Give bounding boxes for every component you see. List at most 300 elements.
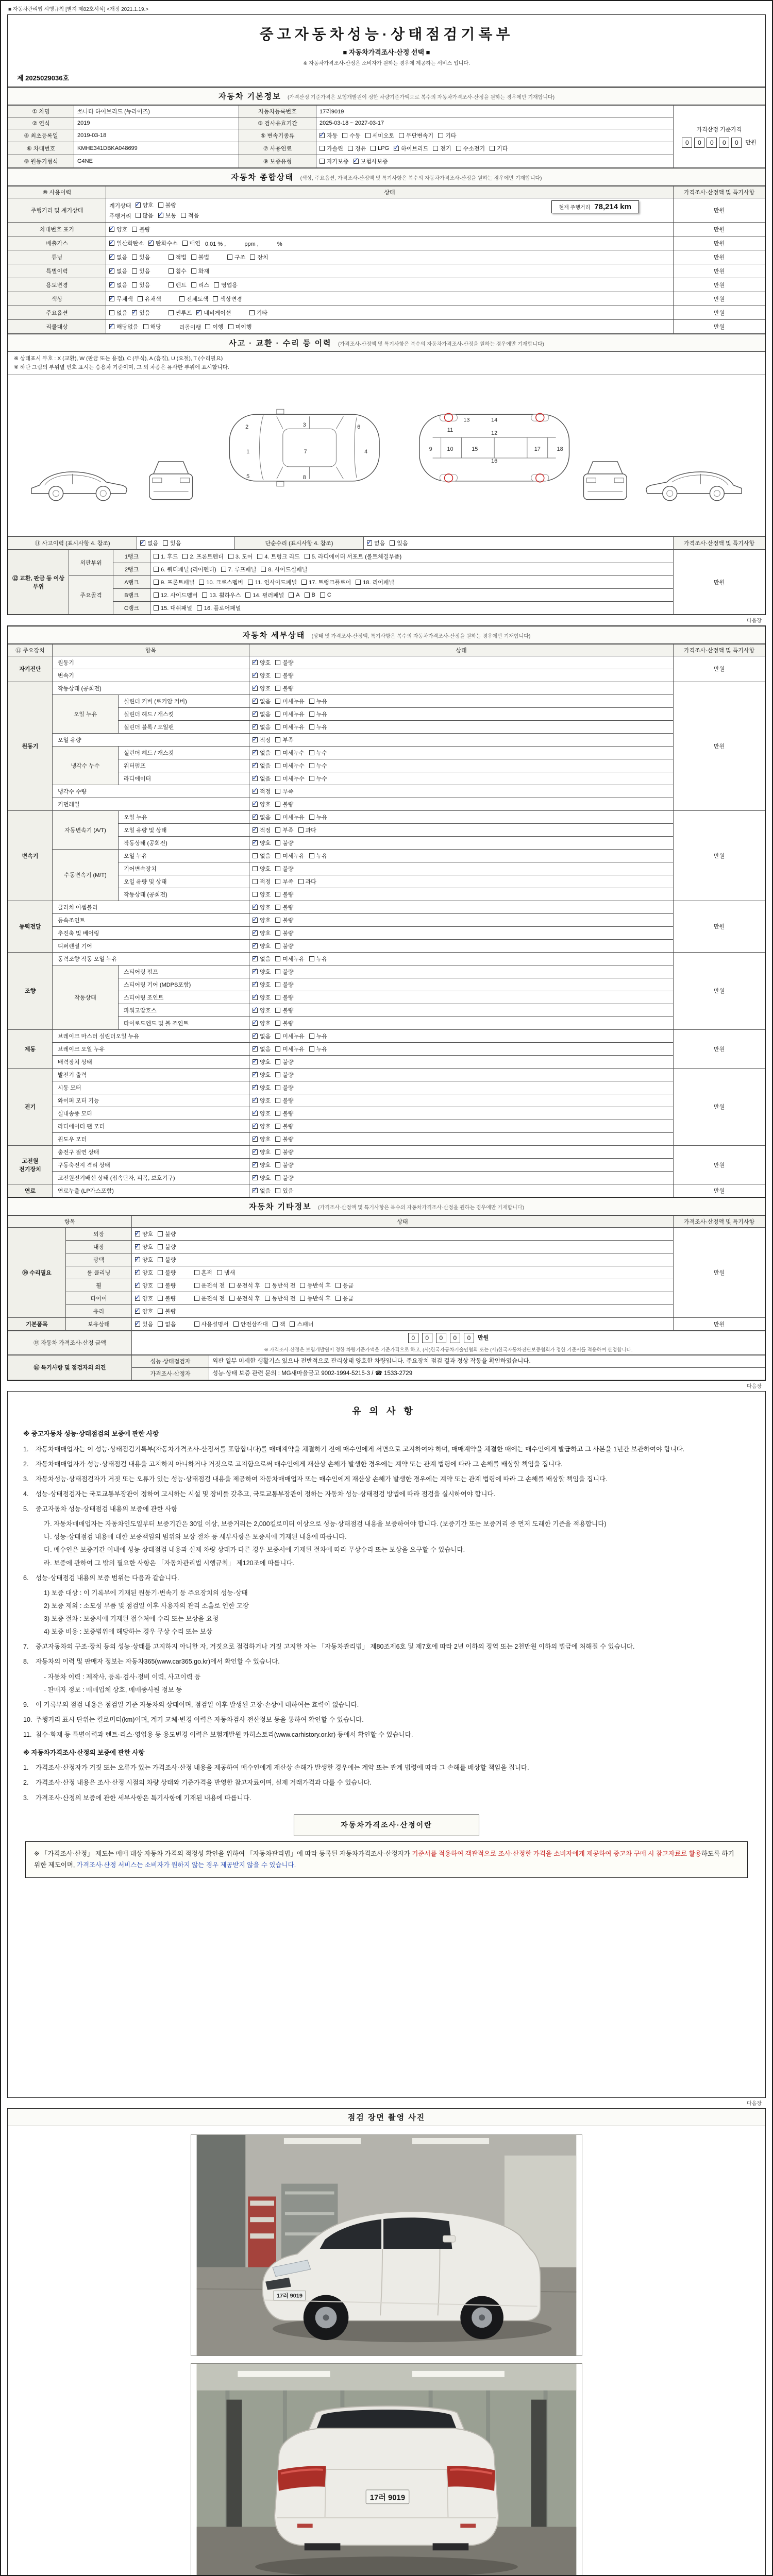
notice-item-number: 10. bbox=[23, 1716, 32, 1723]
checkbox-label: 일산화탄소 bbox=[116, 241, 144, 247]
checkbox-option[interactable] bbox=[365, 131, 395, 140]
checkbox-option[interactable] bbox=[275, 980, 293, 989]
checkbox-option[interactable] bbox=[158, 201, 176, 209]
checkbox-option[interactable] bbox=[305, 552, 401, 561]
checkbox-option[interactable] bbox=[253, 1045, 271, 1053]
checkbox-option[interactable] bbox=[169, 267, 187, 275]
checkbox-box-icon bbox=[194, 1296, 199, 1301]
notice-item-text: 자동차매매업자는 이 성능·상태점검기록부(자동차가격조사·산정서를 포함합니다)를 매매계약을 체결하기 전에 매수인에게 서면으로 고지하여야 하며, 매매계약을 체결한 때에는 매수인에게 발급하고 그 사본을 1년간 보관하여야 합니다. bbox=[36, 1445, 685, 1453]
checkbox-option[interactable] bbox=[275, 826, 293, 834]
checkbox-option[interactable] bbox=[275, 1096, 293, 1105]
checkbox-option[interactable] bbox=[135, 1320, 153, 1328]
checkbox-option[interactable] bbox=[135, 1256, 153, 1264]
checkbox-option[interactable] bbox=[194, 1320, 229, 1328]
checkbox-option[interactable] bbox=[275, 1122, 293, 1130]
checkbox-label: 자동 bbox=[327, 133, 338, 139]
checkbox-option[interactable] bbox=[138, 295, 161, 303]
checkbox-option[interactable] bbox=[132, 253, 150, 261]
checkbox-label: 불량 bbox=[282, 1097, 294, 1104]
checkbox-option[interactable] bbox=[233, 1320, 268, 1328]
checkbox-option[interactable] bbox=[253, 865, 271, 873]
notice-item-number: 3. bbox=[23, 1794, 29, 1802]
checkbox-option[interactable] bbox=[309, 710, 327, 718]
checkbox-option[interactable] bbox=[253, 710, 271, 718]
checkbox-option[interactable] bbox=[275, 852, 305, 860]
checkbox-option[interactable] bbox=[438, 131, 456, 140]
checkbox-option[interactable] bbox=[109, 323, 139, 331]
checkbox-option[interactable] bbox=[456, 144, 485, 152]
checkbox-option[interactable] bbox=[158, 1320, 176, 1328]
checkbox-option[interactable] bbox=[261, 565, 307, 573]
checkbox-option[interactable] bbox=[253, 1148, 271, 1156]
checkbox-option[interactable] bbox=[265, 1281, 296, 1290]
checkbox-option[interactable] bbox=[275, 736, 293, 744]
checkbox-option[interactable] bbox=[275, 671, 293, 680]
checkbox-option[interactable] bbox=[253, 1006, 271, 1014]
checkbox-option[interactable] bbox=[275, 813, 305, 821]
section-detail-info bbox=[7, 625, 766, 1381]
checkbox-option[interactable] bbox=[135, 1307, 153, 1315]
item-label: 스티어링 펌프 bbox=[119, 965, 249, 978]
checkbox-option[interactable] bbox=[181, 211, 199, 219]
checkbox-option[interactable] bbox=[169, 309, 192, 317]
checkbox-option[interactable] bbox=[109, 295, 133, 303]
checkbox-option[interactable] bbox=[275, 710, 305, 718]
checkbox-option[interactable] bbox=[253, 916, 271, 924]
checkbox-option[interactable] bbox=[275, 1187, 293, 1195]
checkbox-box-icon bbox=[309, 724, 314, 730]
checkbox-label: 잭 bbox=[279, 1321, 285, 1328]
usage-row-state bbox=[106, 320, 674, 334]
checkbox-option[interactable] bbox=[253, 813, 271, 821]
photo-area bbox=[8, 2126, 765, 2576]
checkbox-option[interactable] bbox=[205, 323, 223, 331]
field-value bbox=[316, 155, 674, 168]
checkbox-option[interactable] bbox=[253, 1083, 271, 1092]
checkbox-option[interactable] bbox=[191, 267, 209, 275]
checkbox-box-icon bbox=[275, 1162, 280, 1167]
checkbox-option[interactable] bbox=[253, 736, 271, 744]
checkbox-option[interactable] bbox=[275, 1032, 305, 1040]
checkbox-option[interactable] bbox=[309, 761, 327, 770]
checkbox-option[interactable] bbox=[132, 281, 150, 289]
checkbox-box-icon bbox=[217, 1270, 222, 1275]
checkbox-option[interactable] bbox=[253, 839, 271, 847]
checkbox-option[interactable] bbox=[213, 295, 242, 303]
basic-info-table bbox=[8, 105, 765, 168]
checkbox-option[interactable] bbox=[253, 1032, 271, 1040]
checkbox-option[interactable] bbox=[298, 877, 316, 886]
checkbox-option[interactable] bbox=[309, 774, 327, 783]
checkbox-label: 미세누유 bbox=[282, 1046, 305, 1053]
checkbox-option[interactable] bbox=[275, 749, 305, 757]
item-state bbox=[249, 888, 674, 901]
checkbox-option[interactable] bbox=[390, 539, 408, 547]
checkbox-box-icon bbox=[309, 711, 314, 717]
checkbox-option[interactable] bbox=[320, 592, 331, 598]
item-label: 외장 bbox=[66, 1227, 132, 1240]
checkbox-option[interactable] bbox=[228, 323, 252, 331]
diagram-number: 14 bbox=[491, 416, 498, 423]
checkbox-option[interactable] bbox=[158, 1243, 176, 1251]
checkbox-option[interactable] bbox=[265, 1294, 296, 1302]
checkbox-option[interactable] bbox=[367, 539, 385, 547]
checkbox-label: 양호 bbox=[260, 1097, 271, 1104]
checkbox-option[interactable] bbox=[253, 1187, 271, 1195]
checkbox-option[interactable] bbox=[275, 800, 293, 808]
inline-label: 0.01 % , ppm , % bbox=[205, 241, 282, 247]
checkbox-option[interactable] bbox=[109, 253, 127, 261]
checkbox-option[interactable] bbox=[158, 1294, 176, 1302]
checkbox-option[interactable] bbox=[135, 1281, 153, 1290]
checkbox-option[interactable] bbox=[275, 955, 305, 963]
price-cell: 만원 bbox=[674, 1317, 765, 1330]
col-state: 상태 bbox=[132, 1215, 674, 1227]
checkbox-box-icon bbox=[109, 268, 114, 274]
checkbox-label: 부족 bbox=[282, 878, 294, 885]
checkbox-option[interactable] bbox=[214, 281, 238, 289]
checkbox-option[interactable] bbox=[148, 239, 178, 247]
checkbox-option[interactable] bbox=[275, 929, 293, 937]
price-cell: 만원 bbox=[674, 236, 765, 250]
checkbox-option[interactable] bbox=[253, 1109, 271, 1117]
checkbox-option[interactable] bbox=[143, 323, 161, 331]
item-label: 오일 누유 bbox=[119, 810, 249, 823]
checkbox-option[interactable] bbox=[191, 281, 209, 289]
checkbox-label: 유채색 bbox=[144, 296, 161, 302]
checkbox-box-icon bbox=[257, 554, 262, 559]
checkbox-label: 없음 bbox=[116, 268, 128, 275]
checkbox-option[interactable] bbox=[309, 723, 327, 731]
checkbox-option[interactable] bbox=[253, 684, 271, 692]
item-state bbox=[249, 1107, 674, 1120]
checkbox-option[interactable] bbox=[253, 890, 271, 899]
checkbox-box-icon bbox=[194, 1321, 199, 1327]
odometer-value: 78,214 km bbox=[594, 202, 631, 211]
item-state bbox=[249, 1158, 674, 1171]
checkbox-option[interactable] bbox=[248, 578, 297, 586]
accident-history-state bbox=[137, 536, 235, 549]
checkbox-option[interactable] bbox=[179, 295, 209, 303]
checkbox-option[interactable] bbox=[221, 565, 257, 573]
checkbox-option[interactable] bbox=[245, 591, 284, 599]
checkbox-option[interactable] bbox=[154, 578, 194, 586]
checkbox-option[interactable] bbox=[169, 253, 187, 261]
checkbox-option[interactable] bbox=[194, 1268, 212, 1277]
checkbox-box-icon bbox=[169, 282, 174, 287]
checkbox-option[interactable] bbox=[136, 211, 154, 219]
checkbox-option[interactable] bbox=[275, 916, 293, 924]
checkbox-option[interactable] bbox=[371, 145, 389, 151]
checkbox-option[interactable] bbox=[253, 826, 271, 834]
checkbox-option[interactable] bbox=[163, 539, 181, 547]
checkbox-option[interactable] bbox=[253, 787, 271, 795]
checkbox-option[interactable] bbox=[253, 955, 271, 963]
checkbox-option[interactable] bbox=[253, 671, 271, 680]
checkbox-option[interactable] bbox=[169, 281, 187, 289]
checkbox-option[interactable] bbox=[154, 552, 178, 561]
checkbox-option[interactable] bbox=[253, 1135, 271, 1143]
checkbox-option[interactable] bbox=[275, 993, 293, 1002]
checkbox-option[interactable] bbox=[275, 839, 293, 847]
checkbox-option[interactable] bbox=[275, 1019, 293, 1027]
checkbox-option[interactable] bbox=[289, 592, 299, 598]
checkbox-option[interactable] bbox=[253, 800, 271, 808]
price-cell: 만원 bbox=[674, 223, 765, 236]
price-cell: 만원 bbox=[674, 278, 765, 292]
checkbox-option[interactable] bbox=[182, 552, 223, 561]
notice-subitem: 나. 성능·상태점검 내용에 대한 보증책임의 범위와 보상 절차 등 세부사항은 보증서에 기재된 내용에 따릅니다. bbox=[44, 1533, 347, 1541]
checkbox-label: 불량 bbox=[282, 1136, 294, 1143]
item-state bbox=[249, 1145, 674, 1158]
checkbox-option[interactable] bbox=[194, 1294, 225, 1302]
checkbox-option[interactable] bbox=[253, 942, 271, 950]
checkbox-option[interactable] bbox=[301, 578, 351, 586]
inspection-photo-rear bbox=[191, 2363, 582, 2576]
checkbox-option[interactable] bbox=[135, 1268, 153, 1277]
checkbox-option[interactable] bbox=[356, 578, 394, 586]
checkbox-label: 5. 라디에이터 서포트 (볼트체결부품) bbox=[311, 553, 402, 560]
checkbox-option[interactable] bbox=[158, 1281, 176, 1290]
checkbox-label: 부족 bbox=[282, 737, 294, 743]
checkbox-box-icon bbox=[132, 255, 137, 260]
checkbox-option[interactable] bbox=[320, 157, 349, 165]
notice-subitem: 다. 매수인은 보증기간 이내에 성능·상태점검 내용과 실제 차량 상태가 다른 경우 보증서에 기재된 절차에 따라 무상수리 또는 보상을 요구할 수 있습니다. bbox=[44, 1546, 465, 1554]
checkbox-box-icon bbox=[275, 815, 280, 820]
checkbox-option[interactable] bbox=[275, 761, 305, 770]
checkbox-option[interactable] bbox=[199, 578, 243, 586]
damage-code-legend-line2: ※ 하단 그림의 부위별 번호 표시는 승용차 기준이며, 그 외 차종은 유사한 부위에 표시합니다. bbox=[14, 364, 229, 370]
accident-history-label: ⑪ 사고이력 (표시사항 4. 참조) bbox=[8, 536, 137, 549]
checkbox-box-icon bbox=[253, 1072, 258, 1077]
checkbox-option[interactable] bbox=[253, 1122, 271, 1130]
checkbox-option[interactable] bbox=[309, 1045, 327, 1053]
checkbox-option[interactable] bbox=[275, 1135, 293, 1143]
checkbox-option[interactable] bbox=[136, 201, 154, 209]
item-state bbox=[249, 746, 674, 759]
item-label: 와이퍼 모터 기능 bbox=[53, 1094, 249, 1107]
checkbox-option[interactable] bbox=[109, 267, 127, 275]
checkbox-option[interactable] bbox=[253, 774, 271, 783]
checkbox-option[interactable] bbox=[275, 774, 305, 783]
checkbox-option[interactable] bbox=[253, 877, 271, 886]
checkbox-label: 불량 bbox=[282, 685, 294, 692]
checkbox-option[interactable] bbox=[253, 993, 271, 1002]
checkbox-option[interactable] bbox=[158, 211, 176, 219]
checkbox-label: 없음 bbox=[260, 762, 271, 769]
field-label: ⑦ 사용연료 bbox=[239, 142, 316, 155]
checkbox-option[interactable] bbox=[132, 309, 150, 317]
notice-subitem: 1) 보증 대상 : 이 기록부에 기재된 원동기·변속기 등 주요장치의 성능·상태 bbox=[44, 1589, 248, 1597]
checkbox-option[interactable] bbox=[135, 1294, 153, 1302]
checkbox-option[interactable] bbox=[275, 968, 293, 976]
checkbox-option[interactable] bbox=[342, 131, 360, 140]
checkbox-option[interactable] bbox=[275, 1071, 293, 1079]
checkbox-option[interactable] bbox=[305, 592, 315, 598]
checkbox-option[interactable] bbox=[275, 1148, 293, 1156]
checkbox-option[interactable] bbox=[253, 1096, 271, 1105]
item-state bbox=[249, 810, 674, 823]
item-label: 실내송풍 모터 bbox=[53, 1107, 249, 1120]
item-state bbox=[249, 682, 674, 694]
checkbox-option[interactable] bbox=[275, 877, 293, 886]
checkbox-option[interactable] bbox=[275, 890, 293, 899]
base-price-value bbox=[677, 138, 762, 148]
checkbox-box-icon bbox=[253, 763, 258, 768]
checkbox-option[interactable] bbox=[275, 1006, 293, 1014]
checkbox-label: 누유 bbox=[316, 956, 328, 962]
checkbox-option[interactable] bbox=[253, 761, 271, 770]
checkbox-option[interactable] bbox=[196, 309, 231, 317]
checkbox-label: 15. 대쉬패널 bbox=[161, 605, 192, 612]
checkbox-box-icon bbox=[148, 241, 154, 246]
checkbox-option[interactable] bbox=[158, 1307, 176, 1315]
checkbox-option[interactable] bbox=[109, 239, 144, 247]
checkbox-option[interactable] bbox=[275, 1045, 305, 1053]
checkbox-option[interactable] bbox=[298, 826, 316, 834]
checkbox-option[interactable] bbox=[197, 604, 241, 612]
checkbox-option[interactable] bbox=[394, 144, 428, 152]
checkbox-option[interactable] bbox=[309, 955, 327, 963]
checkbox-option[interactable] bbox=[309, 749, 327, 757]
checkbox-option[interactable] bbox=[490, 144, 508, 152]
checkbox-option[interactable] bbox=[182, 239, 200, 247]
checkbox-option[interactable] bbox=[229, 1294, 260, 1302]
checkbox-box-icon bbox=[181, 213, 186, 218]
price-digit: 0 bbox=[682, 138, 692, 148]
notice-item bbox=[23, 1473, 750, 1485]
checkbox-option[interactable] bbox=[253, 1019, 271, 1027]
checkbox-option[interactable] bbox=[132, 225, 150, 233]
checkbox-option[interactable] bbox=[320, 144, 343, 152]
checkbox-option[interactable] bbox=[194, 1281, 225, 1290]
checkbox-option[interactable] bbox=[335, 1294, 354, 1302]
checkbox-option[interactable] bbox=[109, 281, 127, 289]
checkbox-option[interactable] bbox=[217, 1268, 235, 1277]
checkbox-label: 불량 bbox=[282, 1007, 294, 1014]
checkbox-option[interactable] bbox=[202, 591, 241, 599]
checkbox-option[interactable] bbox=[290, 1320, 313, 1328]
checkbox-option[interactable] bbox=[275, 723, 305, 731]
checkbox-option[interactable] bbox=[320, 131, 338, 140]
checkbox-box-icon bbox=[335, 1283, 341, 1288]
price-unit: 만원 bbox=[745, 139, 757, 146]
checkbox-box-icon bbox=[301, 580, 307, 585]
checkbox-option[interactable] bbox=[275, 903, 293, 911]
checkbox-box-icon bbox=[438, 133, 443, 138]
checkbox-option[interactable] bbox=[273, 1320, 285, 1328]
valuation-amount-table bbox=[8, 1331, 765, 1355]
checkbox-option[interactable] bbox=[228, 552, 253, 561]
checkbox-option[interactable] bbox=[253, 749, 271, 757]
checkbox-option[interactable] bbox=[275, 697, 305, 705]
checkbox-option[interactable] bbox=[348, 144, 366, 152]
checkbox-option[interactable] bbox=[354, 157, 388, 165]
checkbox-option[interactable] bbox=[275, 865, 293, 873]
checkbox-option[interactable] bbox=[399, 131, 433, 140]
checkbox-option[interactable] bbox=[275, 658, 293, 667]
checkbox-box-icon bbox=[309, 1033, 314, 1039]
checkbox-option[interactable] bbox=[253, 723, 271, 731]
checkbox-label: 부족 bbox=[282, 788, 294, 795]
checkbox-option[interactable] bbox=[154, 565, 216, 573]
checkbox-option[interactable] bbox=[191, 253, 209, 261]
checkbox-box-icon bbox=[289, 592, 294, 598]
checkbox-option[interactable] bbox=[253, 1161, 271, 1169]
checkbox-option[interactable] bbox=[309, 813, 327, 821]
checkbox-option[interactable] bbox=[253, 1174, 271, 1182]
checkbox-option[interactable] bbox=[154, 591, 197, 599]
checkbox-option[interactable] bbox=[109, 225, 127, 233]
checkbox-option[interactable] bbox=[300, 1294, 331, 1302]
checkbox-option[interactable] bbox=[253, 697, 271, 705]
checkbox-option[interactable] bbox=[253, 1071, 271, 1079]
checkbox-option[interactable] bbox=[275, 1058, 293, 1066]
checkbox-option[interactable] bbox=[158, 1256, 176, 1264]
checkbox-box-icon bbox=[275, 1021, 280, 1026]
checkbox-option[interactable] bbox=[335, 1281, 354, 1290]
checkbox-option[interactable] bbox=[132, 267, 150, 275]
checkbox-option[interactable] bbox=[249, 309, 267, 317]
checkbox-option[interactable] bbox=[253, 980, 271, 989]
checkbox-option[interactable] bbox=[253, 1058, 271, 1066]
checkbox-option[interactable] bbox=[253, 658, 271, 667]
checkbox-option[interactable] bbox=[253, 903, 271, 911]
checkbox-option[interactable] bbox=[229, 1281, 260, 1290]
checkbox-option[interactable] bbox=[309, 697, 327, 705]
checkbox-option[interactable] bbox=[250, 253, 268, 261]
checkbox-label: 렌트 bbox=[175, 282, 187, 289]
checkbox-label: 자가보증 bbox=[327, 159, 349, 165]
checkbox-option[interactable] bbox=[300, 1281, 331, 1290]
price-cell: 만원 bbox=[674, 250, 765, 264]
checkbox-option[interactable] bbox=[140, 539, 158, 547]
checkbox-option[interactable] bbox=[309, 852, 327, 860]
checkbox-option[interactable] bbox=[253, 968, 271, 976]
checkbox-option[interactable] bbox=[275, 787, 293, 795]
field-value: 17러9019 bbox=[316, 106, 674, 117]
etc-info-table bbox=[8, 1215, 765, 1331]
next-page-marker: 다음장 bbox=[747, 2101, 762, 2107]
checkbox-option[interactable] bbox=[158, 1268, 176, 1277]
checkbox-label: 냄새 bbox=[224, 1269, 236, 1276]
checkbox-option[interactable] bbox=[275, 1083, 293, 1092]
checkbox-option[interactable] bbox=[275, 1109, 293, 1117]
usage-row-state bbox=[106, 292, 674, 306]
checkbox-label: 부족 bbox=[282, 827, 294, 834]
checkbox-option[interactable] bbox=[253, 852, 271, 860]
checkbox-option[interactable] bbox=[135, 1230, 153, 1238]
checkbox-option[interactable] bbox=[275, 1161, 293, 1169]
checkbox-option[interactable] bbox=[158, 1230, 176, 1238]
checkbox-option[interactable] bbox=[257, 552, 299, 561]
checkbox-option[interactable] bbox=[433, 144, 451, 152]
checkbox-option[interactable] bbox=[309, 1032, 327, 1040]
checkbox-option[interactable] bbox=[253, 929, 271, 937]
checkbox-option[interactable] bbox=[227, 253, 245, 261]
checkbox-option[interactable] bbox=[109, 309, 127, 317]
valuation-amount-label: ⑮ 자동차 가격조사·산정 금액 bbox=[8, 1331, 132, 1354]
checkbox-box-icon bbox=[253, 1124, 258, 1129]
checkbox-option[interactable] bbox=[154, 604, 192, 612]
checkbox-option[interactable] bbox=[275, 1174, 293, 1182]
checkbox-option[interactable] bbox=[275, 942, 293, 950]
price-unit: 만원 bbox=[478, 1334, 489, 1341]
notice-item bbox=[23, 1459, 750, 1470]
item-state bbox=[249, 785, 674, 798]
checkbox-option[interactable] bbox=[275, 684, 293, 692]
checkbox-option[interactable] bbox=[135, 1243, 153, 1251]
